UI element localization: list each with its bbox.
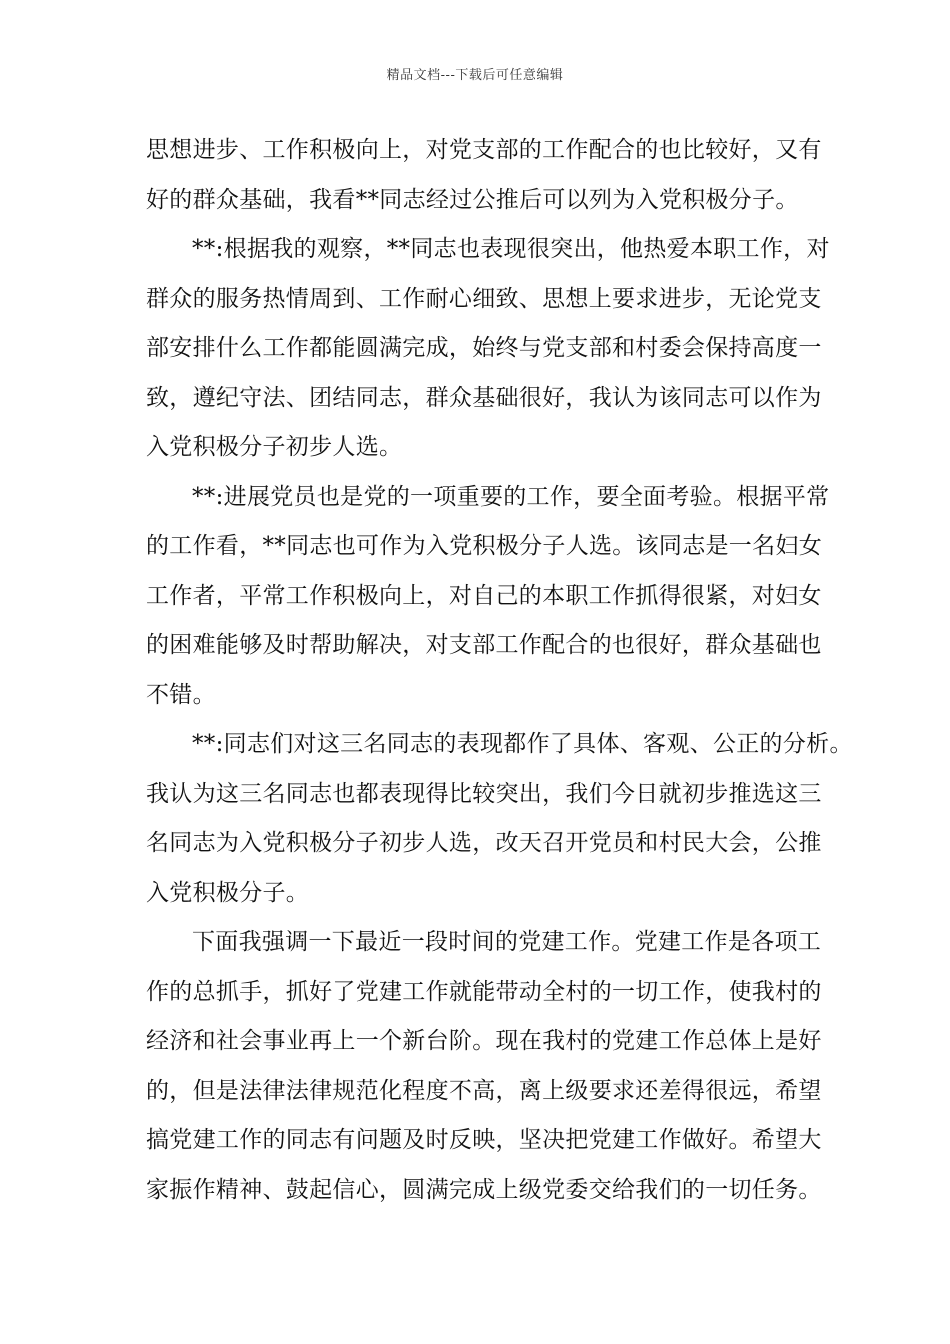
text-line: 工作者，平常工作积极向上，对自己的本职工作抓得很紧，对妇女	[146, 582, 822, 609]
text-line: 致，遵纪守法、团结同志，群众基础很好，我认为该同志可以作为	[146, 384, 822, 411]
text-line: 的困难能够及时帮助解决，对支部工作配合的也很好，群众基础也	[146, 632, 822, 658]
text-line: **:根据我的观察，**同志也表现很突出，他热爱本职工作，对	[192, 236, 830, 262]
page-header: 精品文档---下载后可任意编辑	[386, 68, 564, 83]
body-text	[146, 126, 853, 1215]
text-line: 经济和社会事业再上一个新台阶。现在我村的党建工作总体上是好	[146, 1028, 822, 1054]
text-line: 作的总抓手，抓好了党建工作就能带动全村的一切工作，使我村的	[146, 978, 822, 1005]
text-line: 搞党建工作的同志有问题及时反映，坚决把党建工作做好。希望大	[146, 1127, 822, 1153]
text-line: 入党积极分子。	[146, 879, 310, 906]
text-line: 不错。	[146, 681, 216, 708]
text-line: 我认为这三名同志也都表现得比较突出，我们今日就初步推选这三	[146, 780, 822, 807]
text-line: 部安排什么工作都能圆满完成，始终与党支部和村委会保持高度一	[146, 335, 822, 361]
text-line: 的，但是法律法律规范化程度不高，离上级要求还差得很远，希望	[146, 1077, 822, 1104]
text-line: 家振作精神、鼓起信心，圆满完成上级党委交给我们的一切任务。	[146, 1176, 822, 1203]
text-line: 群众的服务热情周到、工作耐心细致、思想上要求进步，无论党支	[146, 285, 822, 312]
text-line: 思想进步、工作积极向上，对党支部的工作配合的也比较好，又有	[146, 137, 822, 163]
text-line: **:同志们对这三名同志的表现都作了具体、客观、公正的分析。	[192, 731, 853, 757]
text-line: 下面我强调一下最近一段时间的党建工作。党建工作是各项工	[192, 929, 822, 955]
text-line: 入党积极分子初步人选。	[146, 434, 403, 460]
text-line: 的工作看，**同志也可作为入党积极分子人选。该同志是一名妇女	[146, 533, 822, 559]
text-line: 好的群众基础，我看**同志经过公推后可以列为入党积极分子。	[146, 186, 799, 213]
text-line: **:进展党员也是党的一项重要的工作，要全面考验。根据平常	[192, 483, 830, 510]
text-line: 名同志为入党积极分子初步人选，改天召开党员和村民大会，公推	[146, 830, 822, 856]
